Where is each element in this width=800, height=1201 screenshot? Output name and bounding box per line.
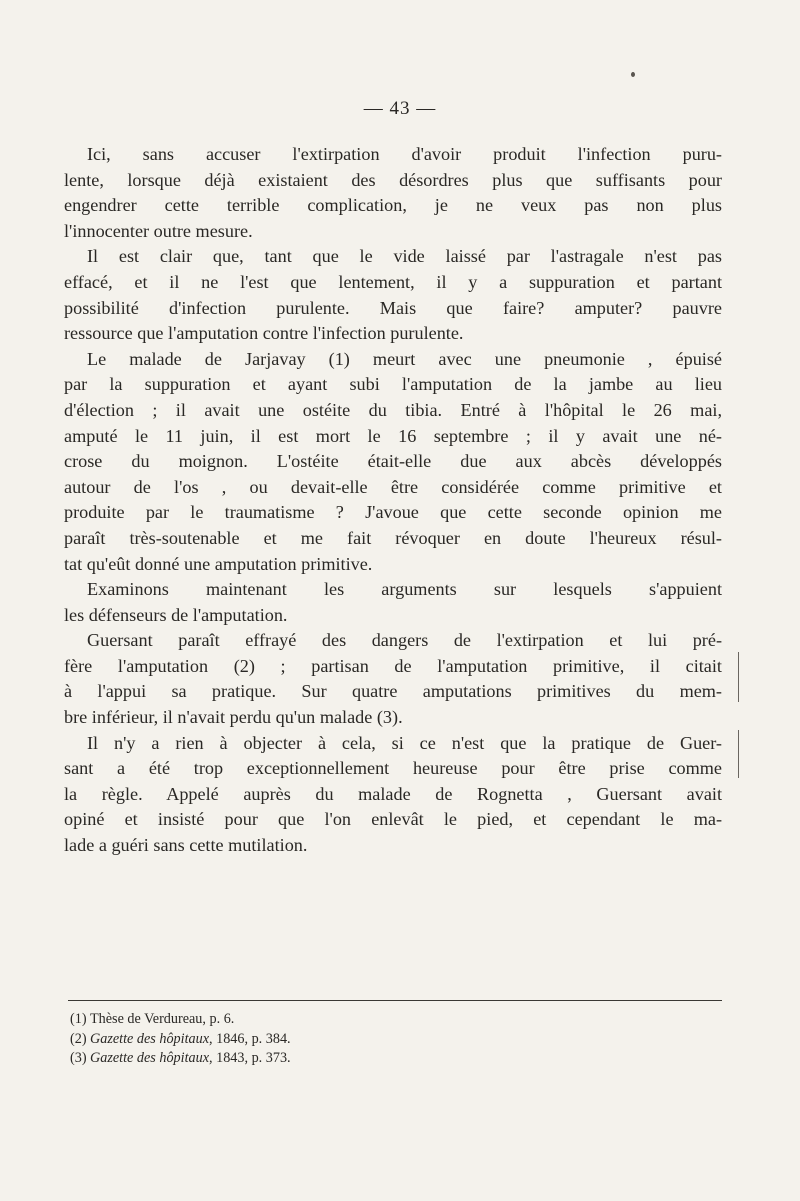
text-line: les défenseurs de l'amputation. bbox=[64, 604, 288, 625]
footnote bbox=[70, 1030, 720, 1050]
text-line: paraît très-soutenable et me fait révoquer en doute l'heureux résul- bbox=[64, 527, 722, 548]
page-number: — 43 — bbox=[363, 98, 437, 119]
footnote-number: (1) bbox=[70, 1011, 87, 1027]
text-line: Examinons maintenant les arguments sur lesquels s'appuient bbox=[87, 579, 722, 600]
text-line: bre inférieur, il n'avait perdu qu'un malade (3). bbox=[64, 707, 403, 728]
text-line: Il est clair que, tant que le vide laissé par l'astragale n'est pas bbox=[87, 246, 722, 267]
text-line: à l'appui sa pratique. Sur quatre amputations primitives du mem- bbox=[64, 681, 722, 702]
footnote-source: Thèse de Verdureau bbox=[90, 1011, 203, 1027]
text-line: l'innocenter outre mesure. bbox=[64, 220, 253, 241]
text-line: tat qu'eût donné une amputation primitive. bbox=[64, 553, 373, 574]
text-line: amputé le 11 juin, il est mort le 16 septembre ; il y avait une né- bbox=[64, 425, 722, 446]
text-line: opiné et insisté pour que l'on enlevât le pied, et cependant le ma- bbox=[64, 809, 722, 830]
footnote-reference: , 1843, p. 373. bbox=[209, 1050, 291, 1066]
footnote-reference: , 1846, p. 384. bbox=[209, 1030, 291, 1047]
text-line: lade a guéri sans cette mutilation. bbox=[64, 835, 308, 856]
footnote-number: (2) bbox=[70, 1030, 87, 1047]
footnote-rule bbox=[68, 1000, 722, 1001]
text-line: effacé, et il ne l'est que lentement, il y a suppuration et partant bbox=[64, 271, 722, 292]
text-line: lente, lorsque déjà existaient des désordres plus que suffisants pour bbox=[64, 169, 722, 190]
text-line: la règle. Appelé auprès du malade de Rognetta , Guersant avait bbox=[64, 783, 722, 804]
text-line: d'élection ; il avait une ostéite du tibia. Entré à l'hôpital le 26 mai, bbox=[64, 399, 722, 420]
body-text bbox=[64, 142, 722, 859]
text-line: fère l'amputation (2) ; partisan de l'amputation primitive, il citait bbox=[64, 655, 722, 676]
footnote-number: (3) bbox=[70, 1050, 87, 1066]
text-line: Ici, sans accuser l'extirpation d'avoir produit l'infection puru- bbox=[87, 144, 722, 164]
margin-mark bbox=[738, 730, 739, 778]
text-line: par la suppuration et ayant subi l'amputation de la jambe au lieu bbox=[64, 374, 722, 395]
text-line: ressource que l'amputation contre l'infection purulente. bbox=[64, 323, 464, 344]
text-line: autour de l'os , ou devait-elle être considérée comme primitive et bbox=[64, 476, 722, 497]
margin-mark bbox=[738, 652, 739, 702]
footnote bbox=[70, 1010, 720, 1030]
text-line: produite par le traumatisme ? J'avoue que cette seconde opinion me bbox=[64, 502, 722, 523]
footnotes bbox=[70, 1010, 720, 1069]
text-line: crose du moignon. L'ostéite était-elle due aux abcès développés bbox=[64, 451, 722, 472]
footnote-reference: , p. 6. bbox=[202, 1011, 235, 1027]
footnote-source: Gazette des hôpitaux bbox=[90, 1050, 209, 1066]
ink-dot bbox=[631, 72, 635, 77]
footnote bbox=[70, 1049, 720, 1069]
text-line: sant a été trop exceptionnellement heureuse pour être prise comme bbox=[64, 758, 722, 779]
text-line: Le malade de Jarjavay (1) meurt avec une pneumonie , épuisé bbox=[87, 348, 722, 369]
footnote-source: Gazette des hôpitaux bbox=[90, 1030, 209, 1047]
text-line: Guersant paraît effrayé des dangers de l'extirpation et lui pré- bbox=[87, 630, 722, 651]
text-line: possibilité d'infection purulente. Mais que faire? amputer? pauvre bbox=[64, 297, 722, 318]
text-line: engendrer cette terrible complication, je ne veux pas non plus bbox=[64, 195, 722, 216]
text-line: Il n'y a rien à objecter à cela, si ce n'est que la pratique de Guer- bbox=[87, 732, 722, 753]
